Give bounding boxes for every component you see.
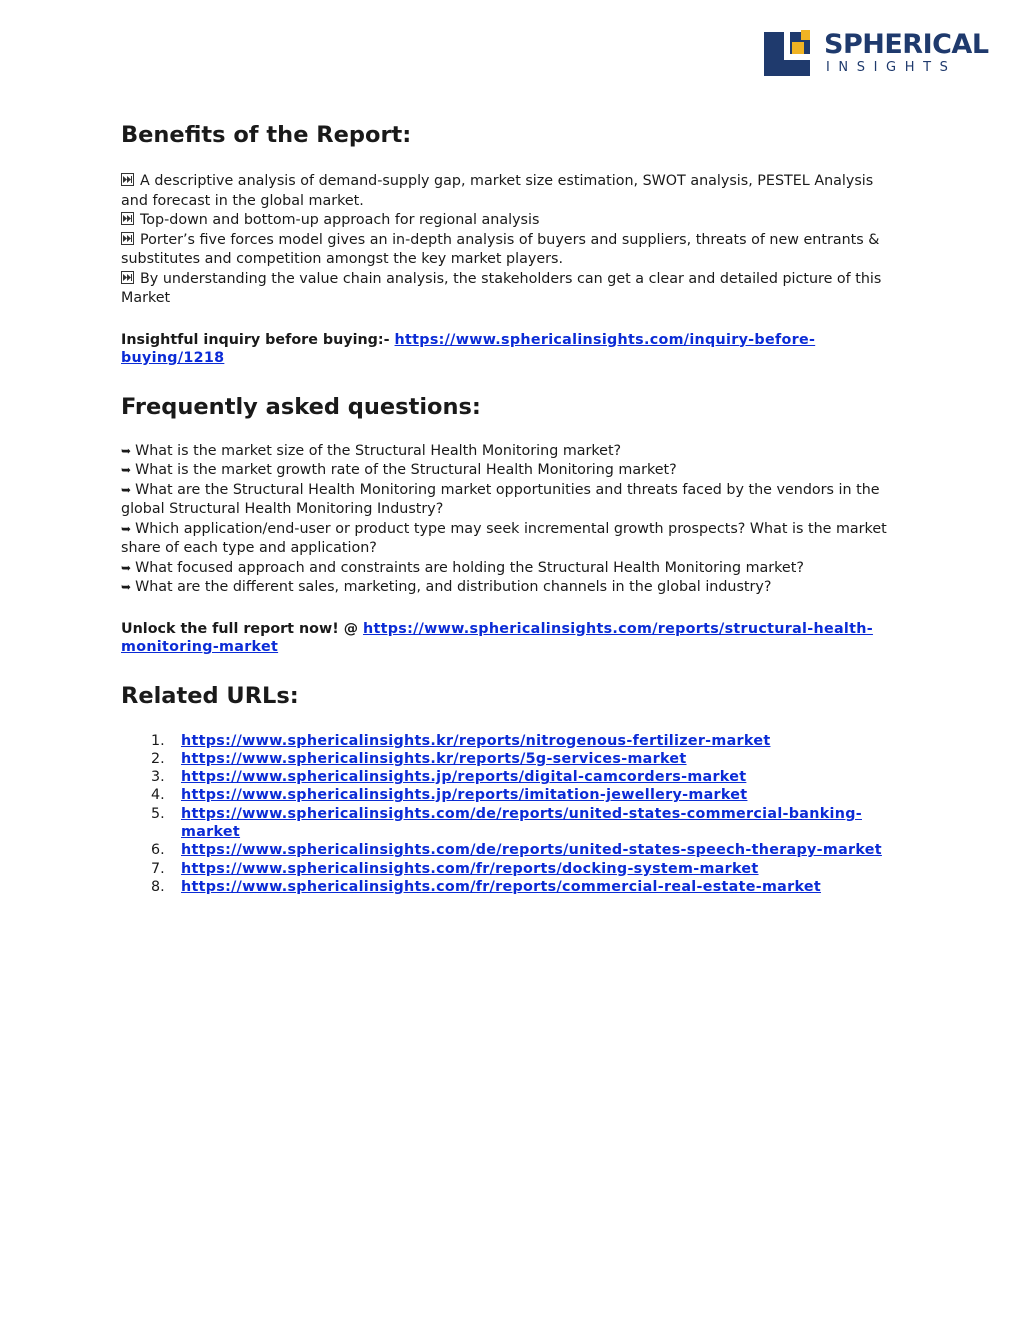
benefits-list — [121, 172, 903, 309]
arrow-right-icon: ➥ — [121, 580, 132, 594]
benefit-item: A descriptive analysis of demand-supply gap, market size estimation, SWOT analysis, PESTEL Analysis and forecast in the global market. — [121, 173, 874, 209]
faq-item: ➥ What focused approach and constraints are holding the Structural Health Monitoring market? — [121, 559, 903, 579]
logo-subtitle: INSIGHTS — [826, 60, 957, 75]
arrow-right-icon: ➥ — [121, 521, 132, 536]
list-item: 5. https://www.sphericalinsights.com/de/reports/united-states-commercial-banking-market — [151, 805, 862, 840]
list-item: 1. https://www.sphericalinsights.kr/reports/nitrogenous-fertilizer-market — [151, 732, 771, 749]
related-link[interactable]: https://www.sphericalinsights.jp/reports/imitation-jewellery-market — [181, 787, 748, 804]
faq-item: ➥ What are the Structural Health Monitoring market opportunities and threats faced by the vendors in the global Structural Health Monitoring Industry? — [121, 481, 880, 517]
unlock-link[interactable]: https://www.sphericalinsights.com/reports/structural-health-monitoring-market — [121, 620, 873, 655]
list-item: 4. https://www.sphericalinsights.jp/reports/imitation-jewellery-market — [151, 787, 748, 804]
faq-item: ➥ What is the market growth rate of the Structural Health Monitoring market? — [121, 461, 903, 481]
document-body — [121, 120, 903, 896]
related-urls-list — [121, 732, 903, 897]
related-link[interactable]: https://www.sphericalinsights.kr/reports/5g-services-market — [181, 750, 687, 767]
arrow-right-icon: ➥ — [121, 463, 132, 477]
related-link[interactable]: https://www.sphericalinsights.com/de/reports/united-states-speech-therapy-market — [181, 842, 882, 859]
fast-forward-box-icon — [121, 173, 134, 186]
related-link[interactable]: https://www.sphericalinsights.com/fr/reports/commercial-real-estate-market — [181, 878, 822, 895]
list-item: 8. https://www.sphericalinsights.com/fr/reports/commercial-real-estate-market — [151, 878, 822, 895]
unlock-label: Unlock the full report now! @ — [121, 620, 363, 637]
benefit-item: Porter’s five forces model gives an in-depth analysis of buyers and suppliers, threats of new entrants & substitutes and competition amongst the key market players. — [121, 231, 880, 267]
unlock-callout — [121, 620, 903, 657]
arrow-right-icon: ➥ — [121, 482, 132, 497]
arrow-right-icon: ➥ — [121, 560, 132, 575]
faq-item: ➥ Which application/end-user or product type may seek incremental growth prospects? What is the market share of each type and application? — [121, 520, 887, 556]
related-link[interactable]: https://www.sphericalinsights.com/de/reports/united-states-commercial-banking-market — [181, 805, 862, 840]
spherical-insights-logo — [764, 29, 989, 78]
benefit-item: By understanding the value chain analysis, the stakeholders can get a clear and detailed picture of this Market — [121, 270, 882, 306]
fast-forward-box-icon — [121, 271, 134, 284]
logo-wordmark: SPHERICAL — [824, 29, 989, 60]
faq-heading: Frequently asked questions: — [121, 393, 481, 420]
inquiry-label: Insightful inquiry before buying:- — [121, 331, 395, 348]
list-item: 7. https://www.sphericalinsights.com/fr/reports/docking-system-market — [151, 860, 759, 877]
list-item: 3. https://www.sphericalinsights.jp/reports/digital-camcorders-market — [151, 769, 747, 786]
faq-item: ➥ What are the different sales, marketing, and distribution channels in the global industry? — [121, 578, 903, 598]
related-link[interactable]: https://www.sphericalinsights.jp/reports/digital-camcorders-market — [181, 769, 747, 786]
list-item: 6. https://www.sphericalinsights.com/de/reports/united-states-speech-therapy-market — [151, 842, 882, 859]
logo-mark-icon — [764, 30, 816, 76]
related-link[interactable]: https://www.sphericalinsights.kr/reports/nitrogenous-fertilizer-market — [181, 732, 771, 749]
inquiry-link[interactable]: https://www.sphericalinsights.com/inquiry-before-buying/1218 — [121, 331, 816, 366]
arrow-right-icon: ➥ — [121, 443, 132, 458]
fast-forward-box-icon — [121, 232, 134, 245]
fast-forward-box-icon — [121, 212, 134, 225]
inquiry-callout — [121, 331, 903, 368]
related-heading: Related URLs: — [121, 682, 299, 709]
list-item: 2. https://www.sphericalinsights.kr/reports/5g-services-market — [151, 750, 687, 767]
benefits-heading: Benefits of the Report: — [121, 122, 412, 148]
related-link[interactable]: https://www.sphericalinsights.com/fr/reports/docking-system-market — [181, 860, 759, 877]
faq-item: ➥ What is the market size of the Structural Health Monitoring market? — [121, 442, 903, 462]
faq-list — [121, 442, 903, 598]
benefit-item: Top-down and bottom-up approach for regional analysis — [121, 211, 903, 231]
